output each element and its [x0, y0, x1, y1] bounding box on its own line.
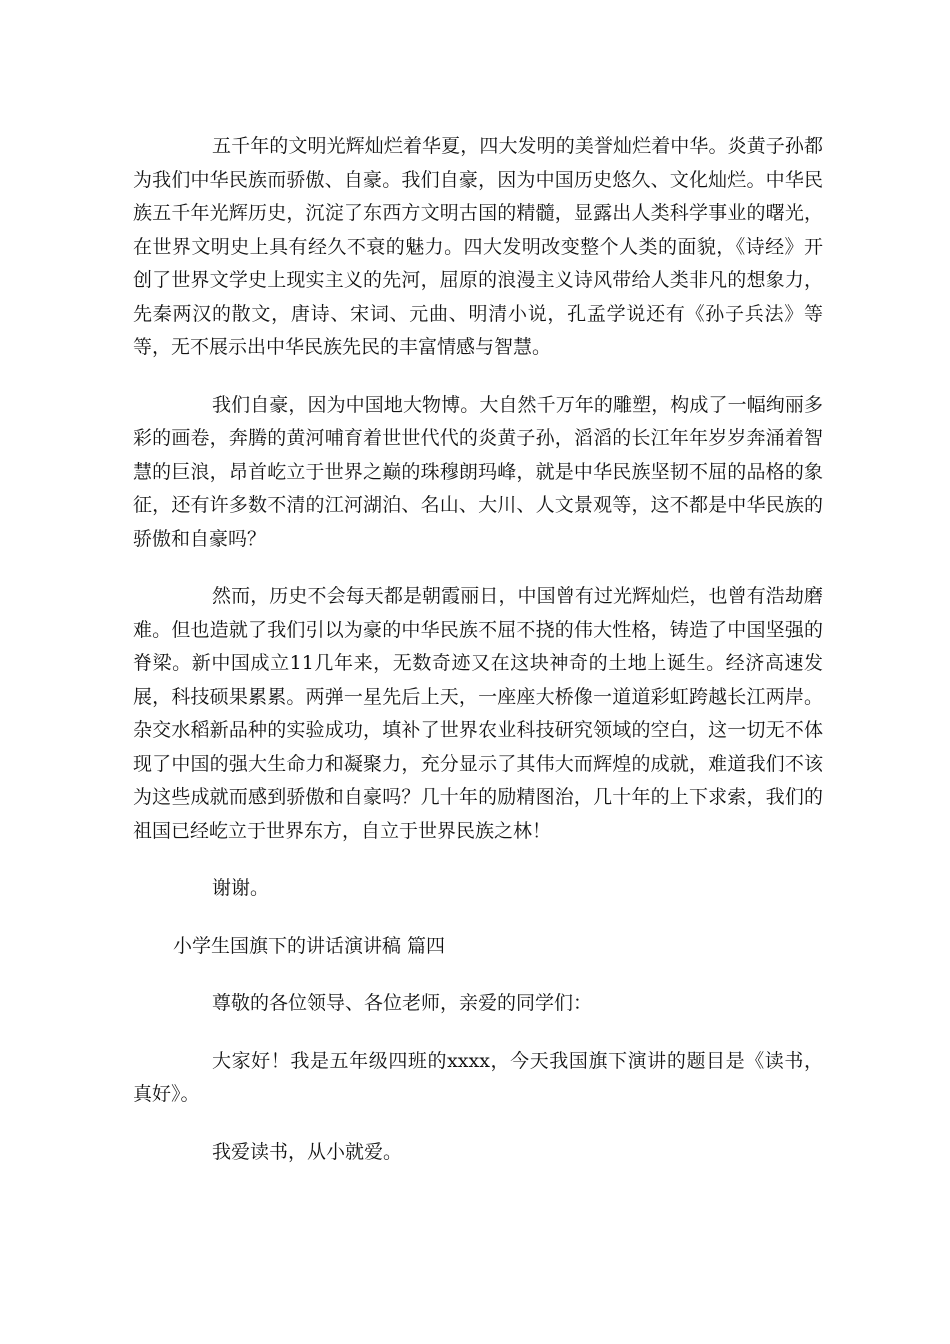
paragraph-modern-china: 然而，历史不会每天都是朝霞丽日，中国曾有过光辉灿烂，也曾有浩劫磨难。但也造就了我们引以为豪的中华民族不屈不挠的伟大性格，铸造了中国坚强的脊梁。新中国成立11几年来，无数奇迹又在这块神奇的土地上诞生。经济高速发展，科技硕果累累。两弹一星先后上天，一座座大桥像一道道彩虹跨越长江两岸。杂交水稻新品种的实验成功，填补了世界农业科技研究领域的空白，这一切无不体现了中国的强大生命力和凝聚力，充分显示了其伟大而辉煌的成就，难道我们不该为这些成就而感到骄傲和自豪吗？几十年的励精图治，几十年的上下求索，我们的祖国已经屹立于世界东方，自立于世界民族之林！ — [133, 585, 823, 842]
paragraph-history: 五千年的文明光辉灿烂着华夏，四大发明的美誉灿烂着中华。炎黄子孙都为我们中华民族而骄傲、自豪。我们自豪，因为中国历史悠久、文化灿烂。中华民族五千年光辉历史，沉淀了东西方文明古国的精髓，显露出人类科学事业的曙光，在世界文明史上具有经久不衰的魅力。四大发明改变整个人类的面貌，《诗经》开创了世界文学史上现实主义的先河，屈原的浪漫主义诗风带给人类非凡的想象力，先秦两汉的散文，唐诗、宋词、元曲、明清小说，孔孟学说还有《孙子兵法》等等，无不展示出中华民族先民的丰富情感与智慧。 — [133, 135, 823, 358]
section-heading: 小学生国旗下的讲话演讲稿 篇四 — [173, 934, 446, 957]
document-page — [133, 130, 823, 1193]
paragraph-greeting: 尊敬的各位领导、各位老师，亲爱的同学们： — [212, 992, 593, 1014]
paragraph-introduction: 大家好！我是五年级四班的xxxx，今天我国旗下演讲的题目是《读书，真好》。 — [133, 1049, 823, 1105]
paragraph-love-reading: 我爱读书，从小就爱。 — [212, 1140, 403, 1163]
paragraph-geography: 我们自豪，因为中国地大物博。大自然千万年的雕塑，构成了一幅绚丽多彩的画卷，奔腾的黄河哺育着世世代代的炎黄子孙，滔滔的长江年年岁岁奔涌着智慧的巨浪，昂首屹立于世界之巅的珠穆朗玛峰，就是中华民族坚韧不屈的品格的象征，还有许多数不清的江河湖泊、名山、大川、人文景观等，这不都是中华民族的骄傲和自豪吗？ — [133, 393, 823, 550]
paragraph-thanks: 谢谢。 — [212, 877, 270, 899]
